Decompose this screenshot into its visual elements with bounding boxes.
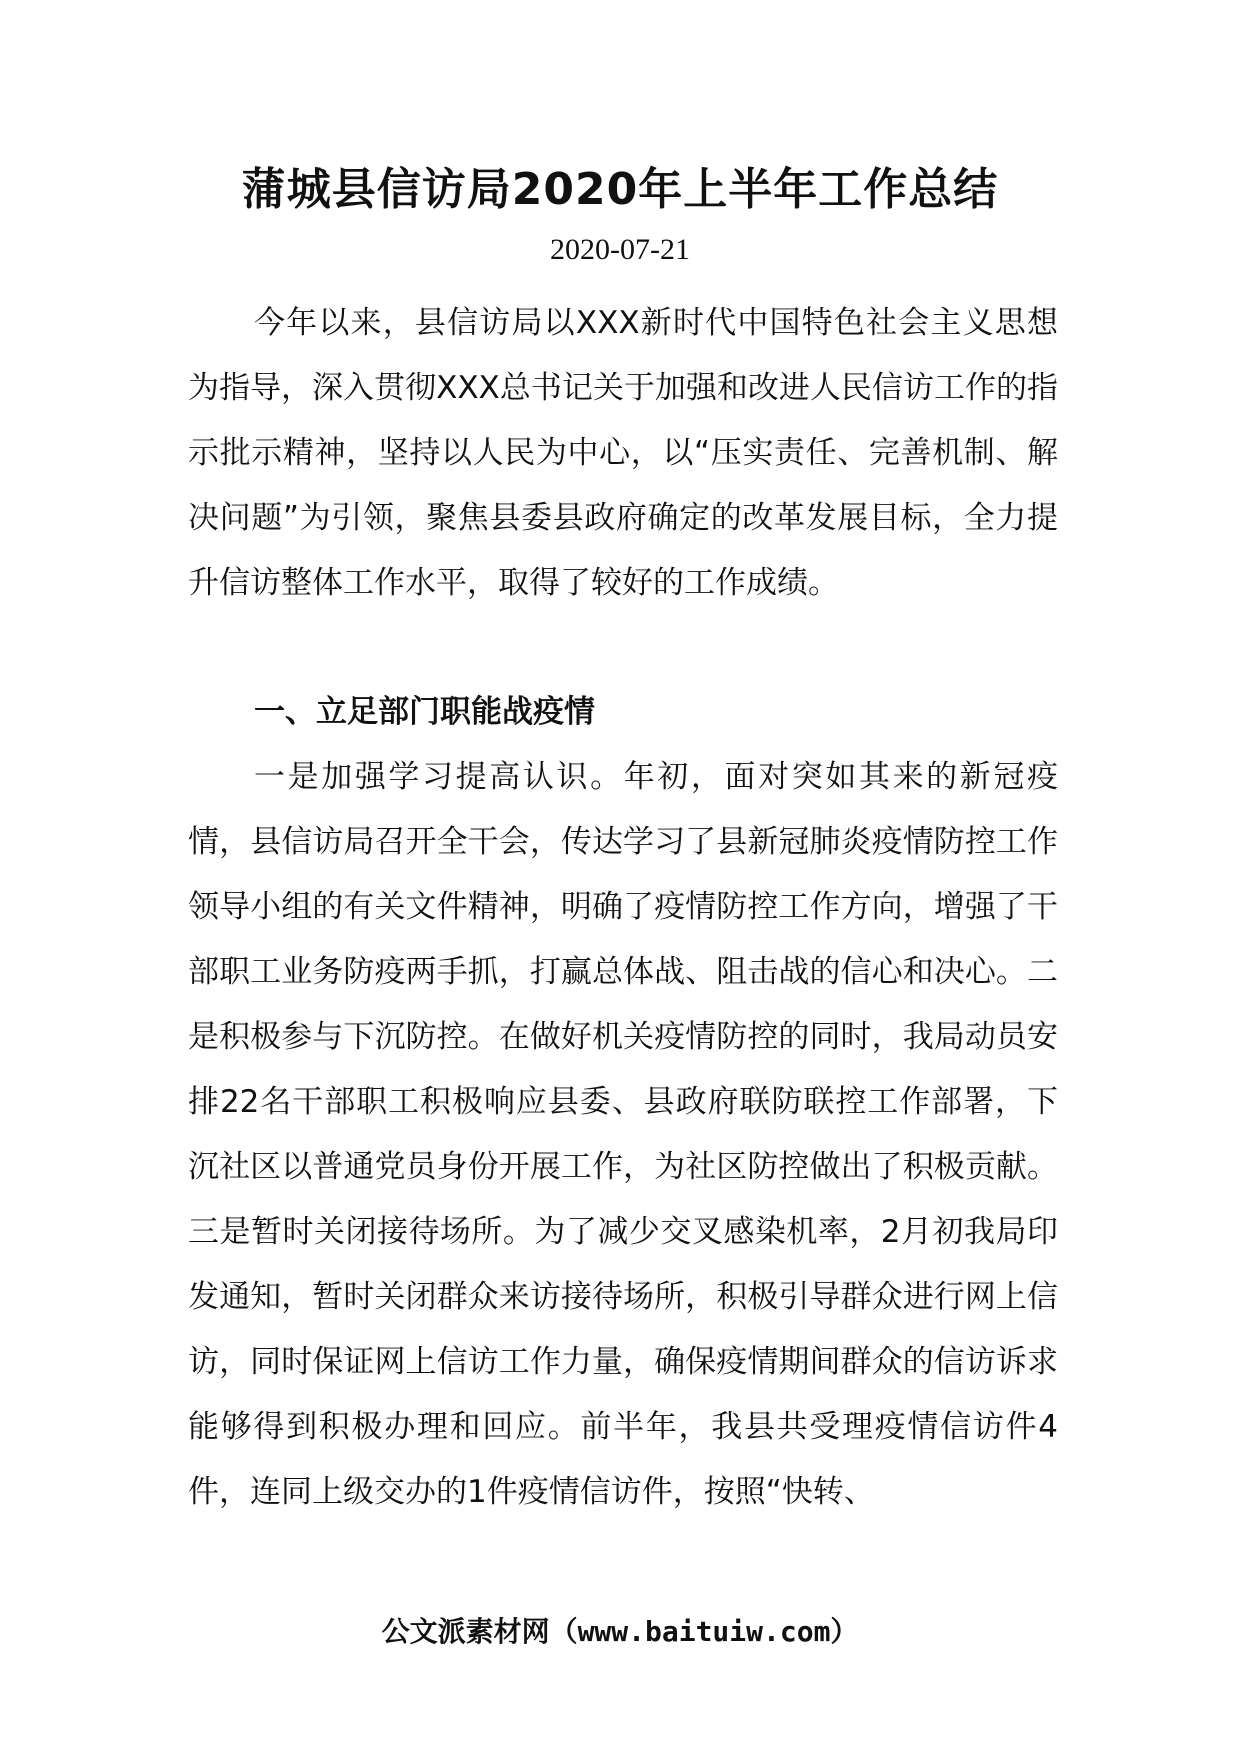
footer-watermark-text: 公文派素材网（www.baituiw.com）: [381, 1615, 859, 1648]
document-title: 蒲城县信访局2020年上半年工作总结: [241, 164, 999, 215]
body-paragraph-1: 今年以来，县信访局以XXX新时代中国特色社会主义思想为指导，深入贯彻XXX总书记关于加强和改进人民信访工作的指示批示精神，坚持以人民为中心，以“压实责任、完善机制、解决问题”为引领，聚焦县委县政府确定的改革发展目标，全力提升信访整体工作水平，取得了较好的工作成绩。: [188, 305, 1058, 601]
section-heading-1: 一、立足部门职能战疫情: [254, 694, 595, 730]
body-paragraph-2: 一是加强学习提高认识。年初，面对突如其来的新冠疫情，县信访局召开全干会，传达学习了县新冠肺炎疫情防控工作领导小组的有关文件精神，明确了疫情防控工作方向，增强了干部职工业务防疫两手抓，打赢总体战、阻击战的信心和决心。二是积极参与下沉防控。在做好机关疫情防控的同时，我局动员安排22名干部职工积极响应县委、县政府联防联控工作部署，下沉社区以普通党员身份开展工作，为社区防控做出了积极贡献。三是暂时关闭接待场所。为了减少交叉感染机率，2月初我局印发通知，暂时关闭群众来访接待场所，积极引导群众进行网上信访，同时保证网上信访工作力量，确保疫情期间群众的信访诉求能够得到积极办理和回应。前半年，我县共受理疫情信访件4件，连同上级交办的1件疫情信访件，按照“快转、: [188, 759, 1058, 1510]
document-date: 2020-07-21: [550, 233, 690, 266]
